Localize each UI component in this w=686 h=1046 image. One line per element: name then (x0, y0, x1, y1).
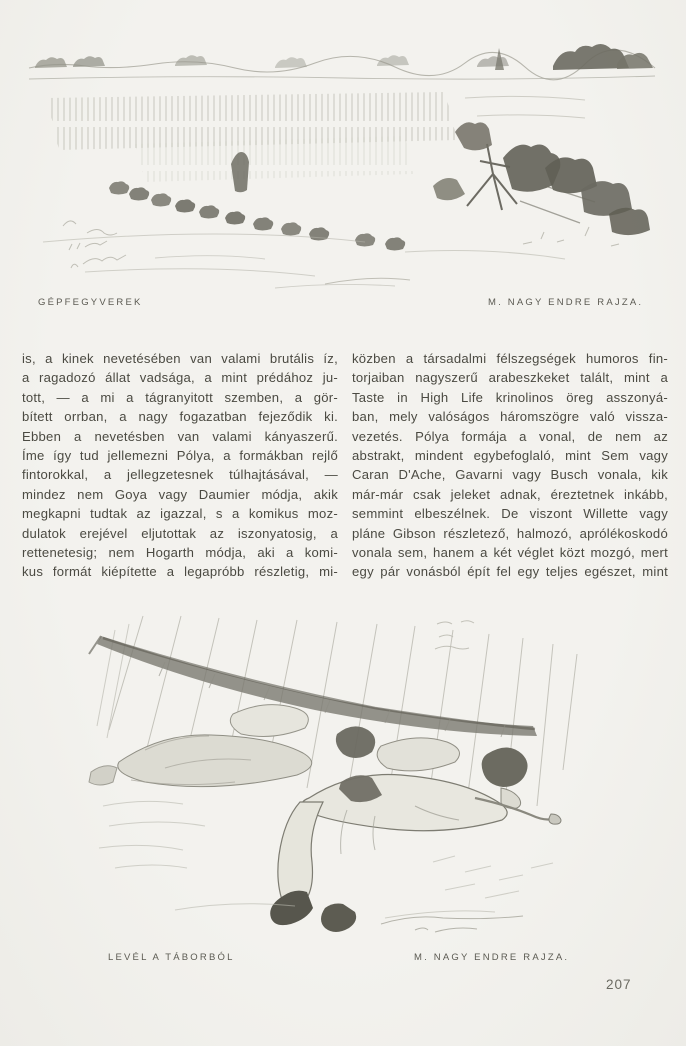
text-line: vonala sem, hanem a két véglet közt mozgó, mert (352, 544, 668, 560)
text-line: is, a kinek nevetésében van valami brutális íz, (22, 351, 338, 366)
text-line: rettenetesig; nem Hogarth módja, aki a komi- (22, 544, 338, 560)
text-line: kus formát kiépítette a legapróbb részletig, mi- (22, 564, 338, 580)
slope-strokes (43, 234, 565, 288)
text-line: már-már csak jeleket adnak, éreztetnek inkább, (352, 486, 668, 502)
text-line: abstrakt, mindent egybefoglaló, mint Sem vagy (352, 447, 668, 463)
text-line: Íme így tud jellemezni Pólya, a formákban rejlő (22, 447, 338, 463)
handwritten-note-scribble (435, 621, 474, 649)
machine-gun-crew (433, 122, 650, 235)
text-line: mindez nem Goya vagy Daumier módja, akik (22, 486, 338, 502)
writing-soldier (270, 748, 561, 933)
tent-ridge (89, 636, 537, 737)
text-line: megkapni tudtak az igazzal, s a komikus moz- (22, 506, 338, 522)
text-line: fintorokkal, a jellegzetesnek túlhajtásával, — (22, 467, 338, 483)
text-line: egy pár vonásból épít fel egy teljes egészet, mint (352, 564, 668, 580)
caption-level-a-taborbol: LEVÉL A TÁBORBÓL (108, 952, 235, 963)
illustration-machine-guns (25, 36, 660, 294)
letter-from-camp-sketch (85, 610, 600, 943)
text-line: tott, — a mi a tágranyitott szemben, a gör- (22, 389, 338, 405)
text-line: Taste in High Life krinolinos öreg asszonyá- (352, 389, 668, 405)
artist-signature-scribble (381, 916, 523, 932)
text-line: ban, mely valóságos háromszögre való vissza- (352, 409, 668, 425)
text-line: semmint elbeszélnek. De viszont Willette vagy (352, 506, 668, 522)
text-line: közben a társadalmi félszegségek humoros fin- (352, 351, 668, 366)
page-number: 207 (606, 977, 632, 992)
text-line: a ragadozó állat vadsága, a mint prédához ju- (22, 370, 338, 386)
illustration-letter-from-camp (85, 610, 600, 943)
caption-artist-bottom: M. NAGY ENDRE RAJZA. (414, 952, 570, 963)
text-line: pláne Gibson részletező, halmozó, aprólékoskodó (352, 525, 668, 541)
article-body (22, 349, 668, 582)
machine-guns-sketch (25, 36, 660, 294)
caption-artist-top: M. NAGY ENDRE RAJZA. (488, 297, 644, 308)
field-hatching (47, 92, 585, 182)
pencil-scribble-marks (63, 221, 619, 284)
text-line: torjaiban nagyszerű arabeszkeket talált, mint a (352, 370, 668, 386)
text-line: Caran D'Ache, Gavarni vagy Busch vonala, kik (352, 467, 668, 483)
horizon-treeline (29, 44, 655, 80)
article-column-right (352, 349, 668, 582)
caption-gepfegyverek: GÉPFEGYVEREK (38, 297, 143, 308)
text-line: Ebben a nevetésben van valami kányaszerű. (22, 428, 338, 444)
text-line: bített orrban, a nagy fogazatban fejeződik ki. (22, 409, 338, 425)
text-line: vezetés. Pólya formája a vonal, de nem az (352, 428, 668, 444)
text-line: dulatok erejével eljutottak az iszonyatosig, a (22, 525, 338, 541)
article-column-left (22, 349, 338, 582)
